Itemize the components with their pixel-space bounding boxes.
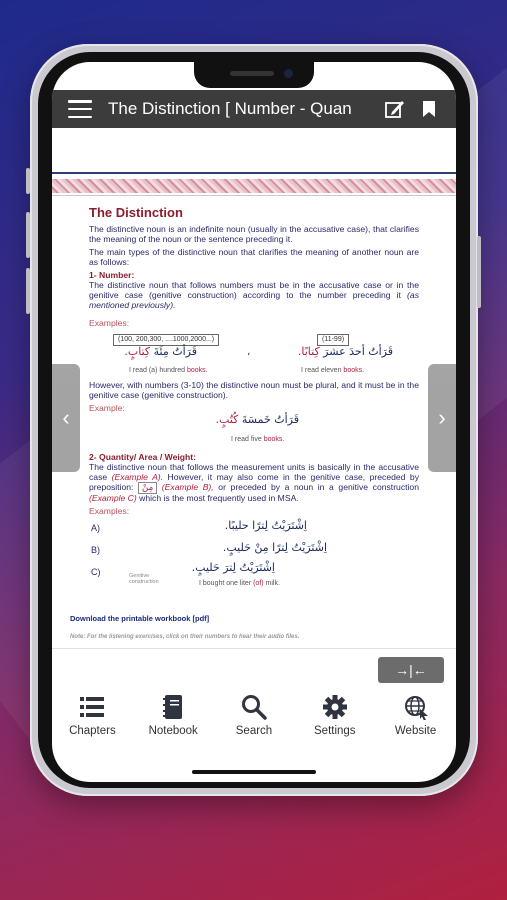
caption-example-c xyxy=(199,579,280,589)
quantity-example-a-ref: (Example A). xyxy=(111,472,164,482)
example-a-label: A) xyxy=(91,523,100,533)
caption-hundred xyxy=(129,366,208,376)
caption-c-end: milk. xyxy=(263,580,280,587)
page-bottom-divider xyxy=(52,648,456,649)
arabic-eleven-text: قَرَأتُ أحدَ عشرَ xyxy=(319,345,393,358)
arabic-example-c: اِشْتَرَيْتُ لِترَ حَليبٍ. xyxy=(191,561,275,574)
quantity-text-3: or preceded by a noun in a genitive construction xyxy=(213,482,419,492)
arabic-five-noun: كُتُبٍ. xyxy=(215,413,239,426)
notebook-icon xyxy=(159,694,187,720)
genitive-construction-label: Genitive construction xyxy=(129,573,159,585)
arabic-comma: ، xyxy=(247,347,251,358)
section-number-text-note: (as mentioned previously). xyxy=(89,290,419,310)
section-number-text-main: The distinctive noun that follows numbers must be in the accusative case or in the genitive case (genitive construction) according to the number preceding it xyxy=(89,280,419,300)
speaker xyxy=(230,71,274,76)
caption-hundred-text: I read (a) hundred xyxy=(129,367,187,374)
tab-settings-label: Settings xyxy=(314,725,356,737)
volume-down-button xyxy=(26,268,30,314)
arabic-example-hundred xyxy=(124,347,197,357)
section-quantity-title: 2- Quantity/ Area / Weight: xyxy=(89,452,196,462)
arabic-example-b: اِشْتَرَيْتُ لِترًا مِنْ حَليبٍ. xyxy=(222,541,327,554)
example-c-label: C) xyxy=(91,567,101,577)
globe-icon xyxy=(402,694,430,720)
section-number-title: 1- Number: xyxy=(89,270,135,280)
listening-note: Note: For the listening exercises, click on their numbers to hear their audio files. xyxy=(70,634,300,640)
example-b-label: B) xyxy=(91,545,100,555)
tab-chapters[interactable] xyxy=(52,690,133,750)
home-indicator xyxy=(192,770,316,774)
edit-icon[interactable] xyxy=(384,98,406,120)
arabic-example-five xyxy=(216,415,299,425)
tab-website-label: Website xyxy=(394,725,437,737)
tab-notebook[interactable] xyxy=(133,690,214,750)
example-label: Example: xyxy=(89,403,125,413)
decorative-pattern-band xyxy=(52,179,456,193)
arabic-hundred-noun: كِتابٍ. xyxy=(124,345,151,358)
preposition-box: مِنْ xyxy=(138,482,157,494)
section-quantity-text xyxy=(89,462,419,503)
hamburger-menu-icon[interactable] xyxy=(68,100,92,118)
arabic-hundred-text: قَرَأتُ مِئَةَ xyxy=(150,345,197,358)
tab-search-label: Search xyxy=(235,725,273,737)
caption-eleven xyxy=(301,366,364,376)
five-books-example xyxy=(89,415,419,451)
fit-width-button[interactable]: →|← xyxy=(378,657,444,683)
quantity-text-1: The distinctive noun that follows the measurement units is basically in the accusative case xyxy=(89,462,419,482)
caption-c-text: I bought one liter xyxy=(199,580,254,587)
previous-page-button[interactable]: ‹ xyxy=(52,364,80,472)
phone-screen xyxy=(52,62,456,782)
number-range-box-left: (100, 200,300, ....1000,2000...) xyxy=(113,334,219,346)
front-camera xyxy=(284,69,293,78)
gear-icon xyxy=(321,694,349,720)
power-button xyxy=(477,236,481,308)
search-icon xyxy=(240,694,268,720)
caption-c-of: (of) xyxy=(253,580,264,587)
download-workbook-link[interactable]: Download the printable workbook [pdf] xyxy=(70,614,210,623)
intro-paragraph-2: The main types of the distinctive noun that clarifies the meaning of another noun are as follows: xyxy=(89,247,419,267)
arabic-example-eleven xyxy=(298,347,393,357)
page-title: The Distinction [ Number - Quan xyxy=(108,99,352,118)
examples-label: Examples: xyxy=(89,318,130,328)
page-header-line xyxy=(52,172,456,174)
tab-settings[interactable] xyxy=(294,690,375,750)
number-range-box-right: (11-99) xyxy=(317,334,349,346)
arabic-example-a: اِشْتَرَيْتُ لِترًا حليبًا. xyxy=(224,519,307,532)
tab-website[interactable] xyxy=(375,690,456,750)
next-page-button[interactable]: › xyxy=(428,364,456,472)
caption-eleven-noun: books. xyxy=(343,367,365,374)
tab-search[interactable] xyxy=(214,690,295,750)
tab-notebook-label: Notebook xyxy=(148,725,198,737)
caption-hundred-noun: books. xyxy=(186,367,208,374)
lesson-heading: The Distinction xyxy=(89,205,183,220)
arabic-five-text: قَرَأتُ خَمسَةَ xyxy=(238,413,299,426)
list-icon xyxy=(78,694,106,720)
bottom-tab-bar xyxy=(52,690,456,750)
page-header-divider xyxy=(52,195,456,196)
tab-chapters-label: Chapters xyxy=(69,725,116,737)
bookmark-icon[interactable] xyxy=(422,100,436,118)
caption-five xyxy=(231,435,284,445)
caption-five-noun: books. xyxy=(263,436,285,443)
quantity-text-2: However, it may also come in the genitive case, preceded by preposition: xyxy=(89,472,420,492)
examples-label-2: Examples: xyxy=(89,506,130,516)
caption-eleven-text: I read eleven xyxy=(301,367,344,374)
quantity-example-c-ref: (Example C) xyxy=(89,493,137,503)
caption-five-text: I read five xyxy=(231,436,264,443)
lesson-content xyxy=(89,205,420,588)
section-number-text xyxy=(89,280,419,310)
intro-paragraph: The distinctive noun is an indefinite noun (usually in the accusative case), that clarifies the meaning of the noun or the sentence preceding it. xyxy=(89,224,419,244)
quantity-example-b-ref: (Example B), xyxy=(157,482,214,492)
app-toolbar xyxy=(52,90,456,128)
arabic-eleven-noun: كِتابًا. xyxy=(297,345,320,358)
plural-note: However, with numbers (3-10) the distinctive noun must be plural, and it must be in the genitive case (genitive construction). xyxy=(89,380,419,400)
notch xyxy=(194,62,314,88)
quantity-text-4: which is the most frequently used in MSA. xyxy=(136,493,299,503)
volume-up-button xyxy=(26,212,30,258)
book-page xyxy=(52,128,456,648)
number-examples xyxy=(89,332,419,380)
mute-switch xyxy=(26,168,30,194)
quantity-examples xyxy=(89,518,419,588)
